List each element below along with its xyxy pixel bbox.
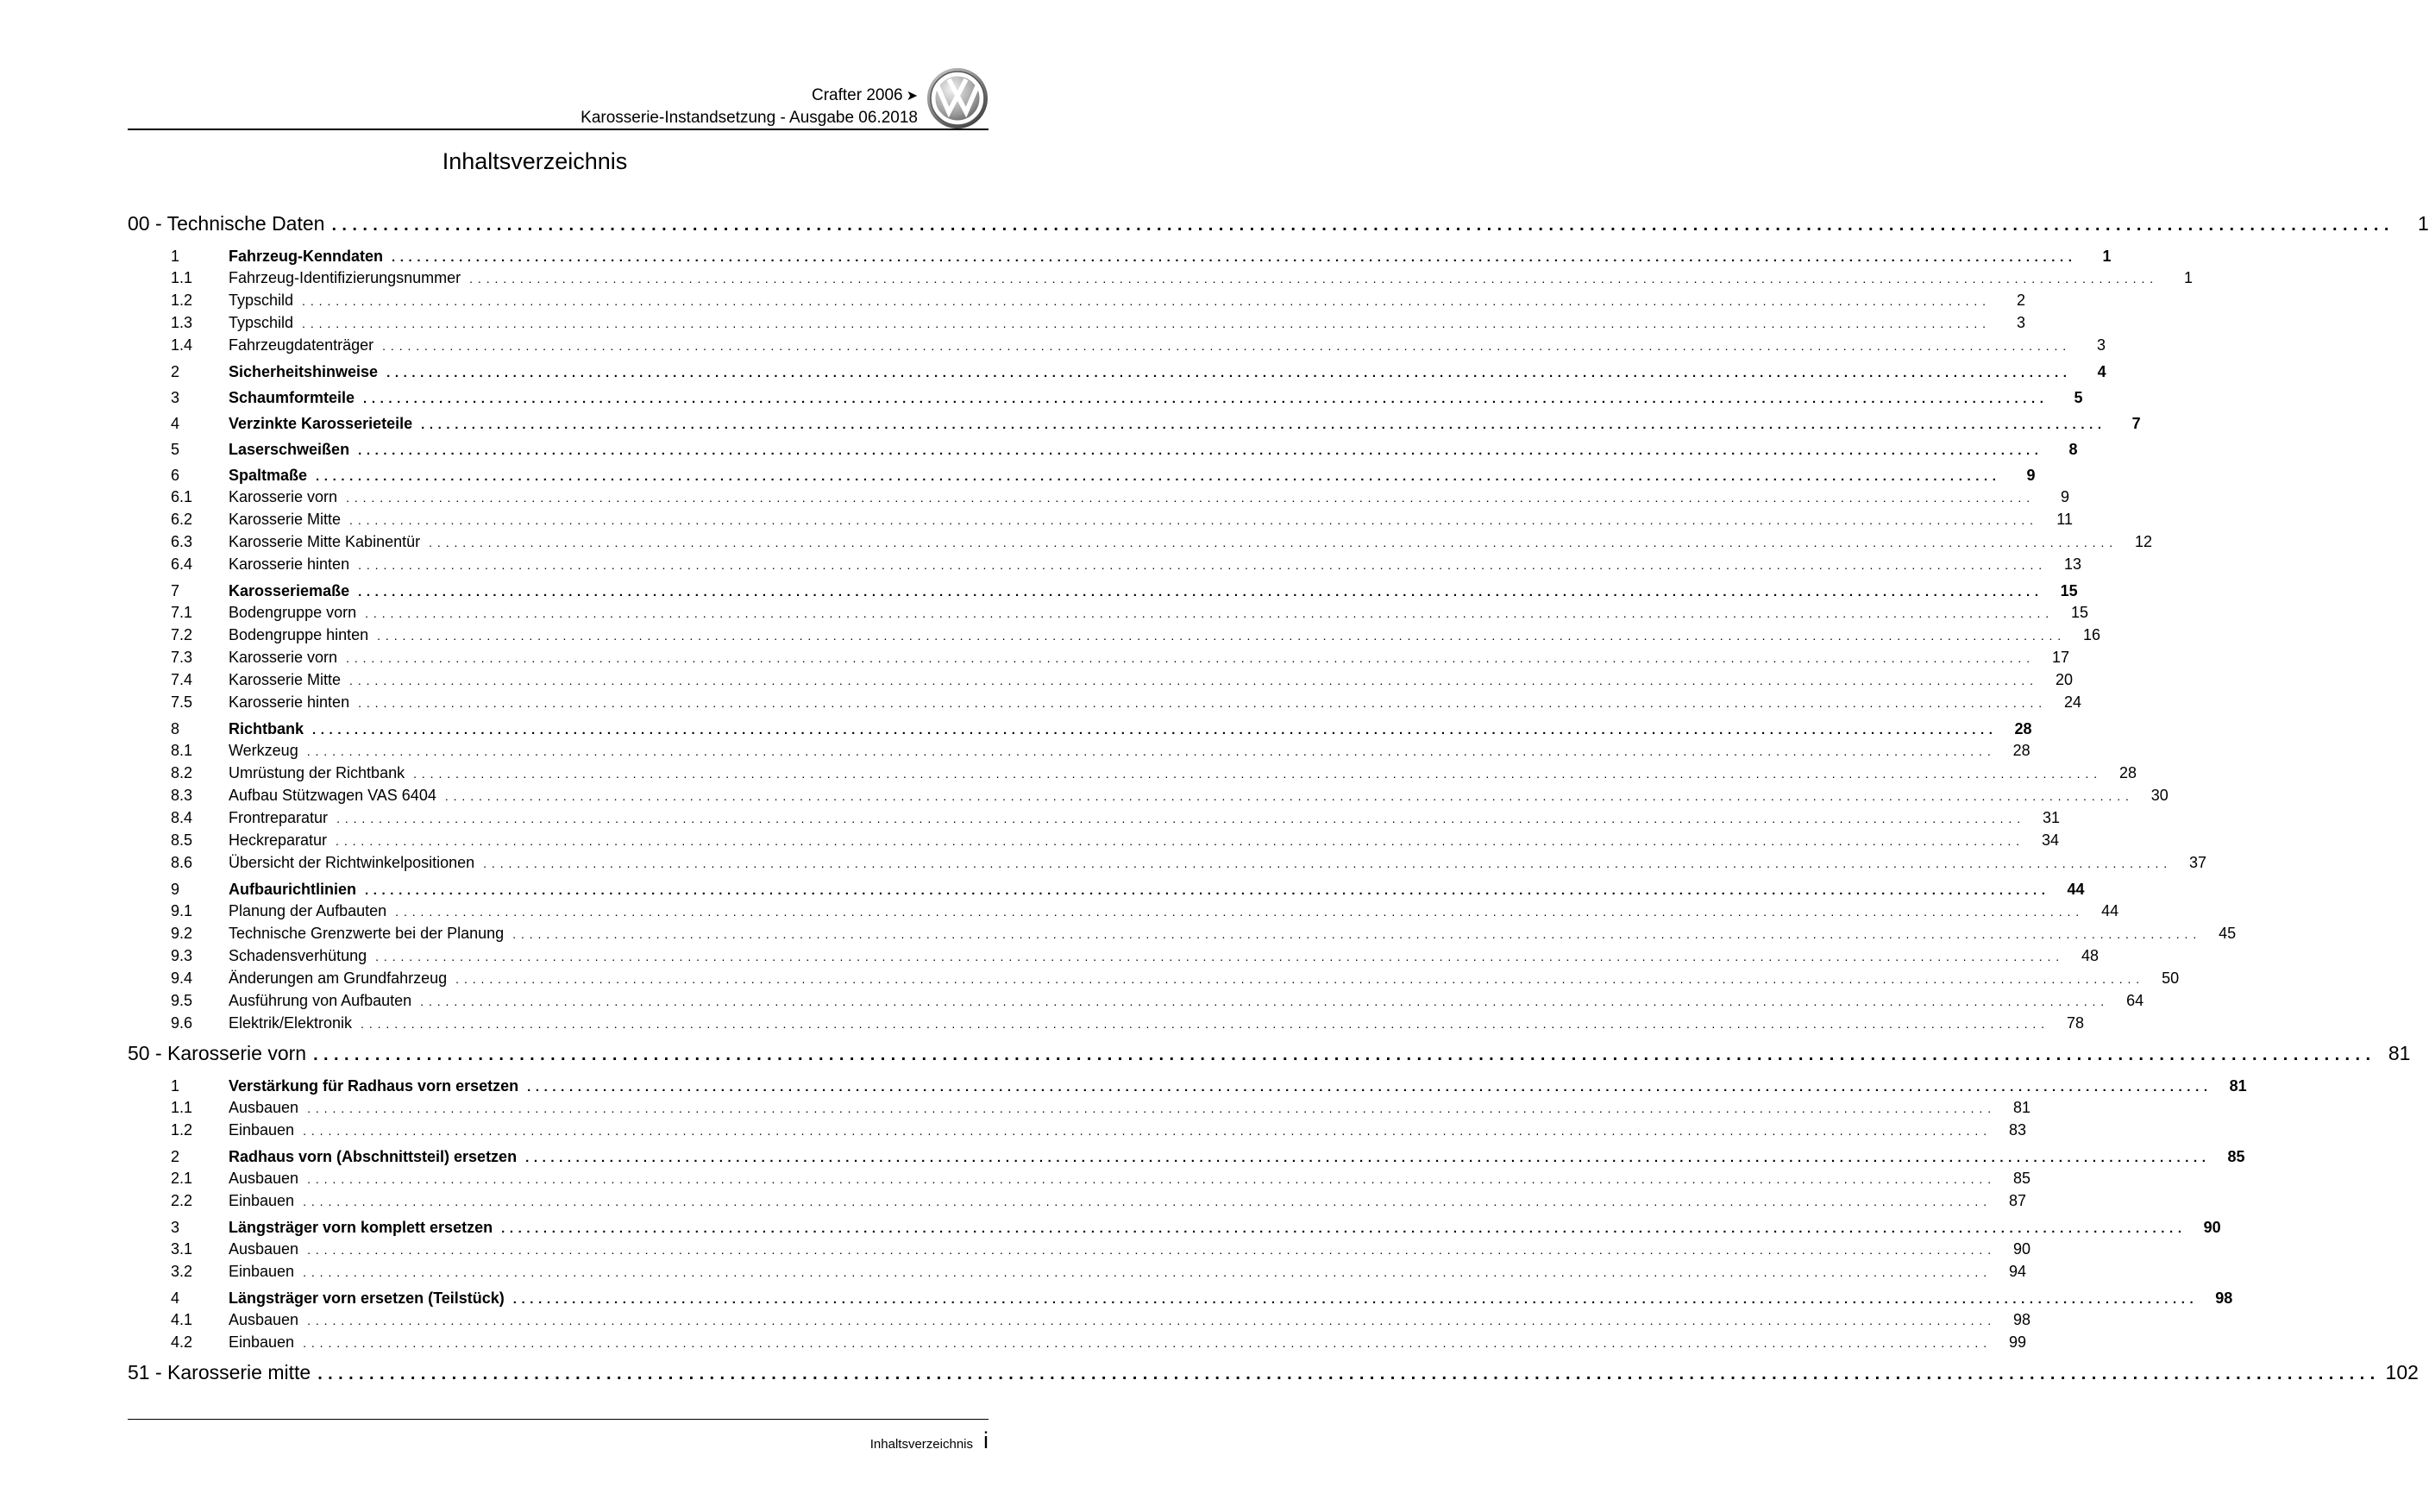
toc-entry-page: 7 [2131,415,2141,432]
toc-subsection[interactable] [128,992,2144,1014]
dot-leader: ........................................................................................................................................................................................................ [331,216,2394,235]
toc-subsection[interactable] [128,511,2073,533]
toc-subsection[interactable] [128,787,2169,809]
dot-leader: ........................................................................................................................................................................................................ [382,339,2072,353]
toc-entry-number: 9.1 [171,902,193,919]
toc-entry-page: 90 [2012,1240,2031,1258]
toc-entry-number: 2 [171,363,180,380]
dot-leader: ........................................................................................................................................................................................................ [527,1080,2212,1095]
toc-subsection[interactable] [128,671,2073,693]
dot-leader: ........................................................................................................................................................................................................ [307,1243,1997,1257]
toc-entry-label: Einbauen [229,1263,295,1280]
toc-entry-label: 51 - Karosserie mitte [128,1361,311,1383]
toc-section[interactable] [128,1148,2245,1170]
toc-entry-number: 8.3 [171,787,193,804]
toc-entry-page: 28 [2119,764,2137,781]
toc-entry-number: 1 [171,248,180,265]
dot-leader: ........................................................................................................................................................................................................ [429,536,2118,549]
dot-leader: ........................................................................................................................................................................................................ [363,392,2049,406]
toc-entry-label: Karosserie Mitte [229,671,342,688]
toc-subsection[interactable] [128,1263,2027,1285]
toc-section[interactable] [128,389,2083,411]
dot-leader: ........................................................................................................................................................................................................ [421,417,2106,432]
toc-entry-label: Ausbauen [229,1099,299,1116]
dot-leader: ........................................................................................................................................................................................................ [501,1221,2187,1236]
toc-subsection[interactable] [128,831,2059,854]
dot-leader: ........................................................................................................................................................................................................ [336,834,2024,848]
toc-entry-label: Ausführung von Aufbauten [229,992,412,1009]
toc-subsection[interactable] [128,947,2099,969]
toc-entry-label: Bodengruppe vorn [229,604,357,621]
toc-subsection[interactable] [128,533,2153,555]
toc-entry-label: Längsträger vorn ersetzen (Teilstück) [229,1289,505,1307]
dot-leader: ........................................................................................................................................................................................................ [420,994,2110,1008]
toc-entry-number: 9 [171,881,180,898]
toc-subsection[interactable] [128,854,2207,876]
toc-entry-number: 9.6 [171,1014,193,1032]
toc-entry-page: 28 [2012,742,2030,759]
toc-section[interactable] [128,1219,2221,1240]
toc-entry-number: 8.5 [171,831,193,849]
toc-section[interactable] [128,441,2078,462]
toc-entry-number: 9.5 [171,992,193,1009]
toc-entry-label: Frontreparatur [229,809,329,826]
dot-leader: ........................................................................................................................................................................................................ [512,1292,2199,1307]
toc-entry-number: 8.4 [171,809,193,826]
toc-entry-label: Karosserie hinten [229,693,350,711]
toc-entry-label: Ausbauen [229,1240,299,1258]
dot-leader: ........................................................................................................................................................................................................ [307,1172,1997,1186]
toc-subsection[interactable] [128,925,2237,947]
toc-entry-number: 3 [171,1219,180,1236]
toc-entry-label: Typschild [229,314,294,331]
toc-section[interactable] [128,881,2085,902]
toc-entry-page: 17 [2051,649,2069,666]
dot-leader: ........................................................................................................................................................................................................ [346,491,2035,505]
dot-leader: ........................................................................................................................................................................................................ [444,789,2134,803]
toc-subsection[interactable] [128,1014,2084,1037]
toc-entry-number: 4.2 [171,1333,193,1351]
toc-entry-number: 3.2 [171,1263,193,1280]
toc-entry-page: 8 [2068,441,2078,458]
toc-entry-page: 98 [2215,1289,2233,1307]
dot-leader: ........................................................................................................................................................................................................ [395,905,2085,919]
toc-entry-page: 2 [2016,292,2025,309]
toc-entry-label: Umrüstung der Richtbank [229,764,405,781]
toc-entry-page: 87 [2008,1192,2027,1209]
toc-section[interactable] [128,720,2032,742]
dot-leader: ........................................................................................................................................................................................................ [317,1365,2381,1383]
toc-entry-label: Aufbau Stützwagen VAS 6404 [229,787,436,804]
toc-entry-page: 12 [2135,533,2153,550]
dot-leader: ........................................................................................................................................................................................................ [306,744,1996,758]
toc-entry-label: Karosserie Mitte [229,511,342,528]
toc-entry-label: Schadensverhütung [229,947,367,964]
toc-entry-page: 85 [2227,1148,2245,1165]
dot-leader: ........................................................................................................................................................................................................ [365,883,2050,898]
dot-leader: ........................................................................................................................................................................................................ [336,812,2025,825]
dot-leader: ........................................................................................................................................................................................................ [455,972,2145,986]
toc-entry-page: 24 [2064,693,2082,711]
footer-divider [128,1419,989,1420]
header-subtitle: Karosserie-Instandsetzung - Ausgabe 06.2018 [581,109,918,127]
dot-leader: ........................................................................................................................................................................................................ [377,629,2067,643]
toc-entry-page: 3 [2016,314,2025,331]
toc-entry-number: 3.1 [171,1240,193,1258]
toc-entry-number: 1.1 [171,269,193,286]
toc-subsection[interactable] [128,1333,2027,1356]
toc-entry-label: Werkzeug [229,742,298,759]
toc-chapter[interactable] [128,1042,2411,1073]
toc-entry-label: Heckreparatur [229,831,328,849]
toc-entry-label: Richtbank [229,720,304,737]
toc-entry-page: 15 [2060,582,2078,599]
toc-subsection[interactable] [128,1240,2031,1263]
toc-section[interactable] [128,363,2106,385]
toc-entry-label: Aufbaurichtlinien [229,881,356,898]
toc-section[interactable] [128,582,2078,604]
toc-entry-number: 5 [171,441,180,458]
dot-leader: ........................................................................................................................................................................................................ [392,250,2077,265]
toc-chapter[interactable] [128,1361,2419,1392]
toc-entry-number: 3 [171,389,180,406]
toc-entry-page: 78 [2066,1014,2084,1032]
toc-entry-label: Fahrzeug-Identifizierungsnummer [229,269,461,286]
toc-entry-page: 90 [2203,1219,2221,1236]
toc-entry-number: 8.6 [171,854,193,871]
toc-entry-page: 44 [2101,902,2119,919]
toc-entry-label: Bodengruppe hinten [229,626,369,643]
dot-leader: ........................................................................................................................................................................................................ [483,856,2173,870]
toc-entry-page: 5 [2074,389,2083,406]
dot-leader: ........................................................................................................................................................................................................ [358,585,2043,599]
toc-entry-page: 102 [2385,1361,2419,1383]
toc-entry-label: Sicherheitshinweise [229,363,379,380]
toc-entry-label: Übersicht der Richtwinkelpositionen [229,854,475,871]
toc-entry-label: 00 - Technische Daten [128,212,325,235]
dot-leader: ........................................................................................................................................................................................................ [365,606,2055,620]
toc-entry-page: 85 [2012,1170,2031,1187]
toc-subsection[interactable] [128,693,2082,716]
toc-entry-label: Radhaus vorn (Abschnittsteil) ersetzen [229,1148,518,1165]
toc-entry-label: Karosseriemaße [229,582,350,599]
dot-leader: ........................................................................................................................................................................................................ [413,767,2103,781]
toc-entry-label: Karosserie vorn [229,649,338,666]
toc-subsection[interactable] [128,649,2069,671]
toc-entry-number: 1.1 [171,1099,193,1116]
toc-entry-page: 11 [2056,511,2073,528]
toc-entry-label: Verstärkung für Radhaus vorn ersetzen [229,1077,519,1095]
toc-section[interactable] [128,1077,2247,1099]
toc-entry-label: Einbauen [229,1121,295,1139]
toc-entry-label: Typschild [229,292,294,309]
toc-entry-label: Längsträger vorn komplett ersetzen [229,1219,493,1236]
toc-chapter[interactable] [128,212,2429,243]
toc-entry-number: 7.1 [171,604,193,621]
toc-subsection[interactable] [128,1170,2031,1192]
dot-leader: ........................................................................................................................................................................................................ [302,317,1991,330]
toc-entry-page: 34 [2041,831,2059,849]
toc-subsection[interactable] [128,1099,2031,1121]
toc-subsection[interactable] [128,1311,2031,1333]
toc-entry-number: 2 [171,1148,180,1165]
toc-entry-page: 1 [2102,248,2112,265]
toc-entry-number: 9.3 [171,947,193,964]
toc-entry-number: 2.1 [171,1170,193,1187]
footer-label: Inhaltsverzeichnis [869,1437,973,1452]
toc-subsection[interactable] [128,488,2069,511]
toc-subsection[interactable] [128,969,2180,992]
toc-entry-number: 1 [171,1077,180,1095]
toc-entry-number: 7.2 [171,626,193,643]
toc-entry-label: Fahrzeug-Kenndaten [229,248,384,265]
toc-entry-number: 4 [171,415,180,432]
toc-subsection[interactable] [128,1192,2027,1214]
toc-entry-page: 98 [2012,1311,2031,1328]
toc-section[interactable] [128,248,2112,269]
toc-entry-number: 4 [171,1289,180,1307]
toc-entry-page: 81 [2012,1099,2031,1116]
dot-leader: ........................................................................................................................................................................................................ [302,294,1991,308]
toc-entry-label: Verzinkte Karosserieteile [229,415,413,432]
toc-subsection[interactable] [128,555,2082,578]
toc-entry-page: 9 [2060,488,2069,505]
dot-leader: ........................................................................................................................................................................................................ [386,366,2072,380]
toc-entry-number: 9.4 [171,969,193,987]
toc-entry-page: 83 [2008,1121,2027,1139]
vw-logo-icon [926,67,989,129]
toc-entry-label: Ausbauen [229,1170,299,1187]
dot-leader: ........................................................................................................................................................................................................ [316,469,2001,484]
toc-entry-label: Änderungen am Grundfahrzeug [229,969,448,987]
toc-entry-label: Fahrzeugdatenträger [229,336,374,354]
toc-entry-page: 4 [2097,363,2106,380]
toc-entry-number: 8 [171,720,180,737]
toc-entry-number: 1.2 [171,1121,193,1139]
toc-section[interactable] [128,1289,2233,1311]
toc-subsection[interactable] [128,269,2194,292]
toc-entry-page: 44 [2067,881,2085,898]
toc-entry-label: Spaltmaße [229,467,308,484]
toc-entry-label: Einbauen [229,1333,295,1351]
toc-entry-page: 64 [2126,992,2144,1009]
toc-subsection[interactable] [128,902,2119,925]
dot-leader: ........................................................................................................................................................................................................ [303,1124,1993,1138]
toc-entry-page: 16 [2083,626,2101,643]
toc-subsection[interactable] [128,809,2060,831]
page-title: Inhaltsverzeichnis [442,148,628,174]
dot-leader: ........................................................................................................................................................................................................ [346,651,2035,665]
toc-entry-page: 28 [2014,720,2032,737]
toc-entry-label: Technische Grenzwerte bei der Planung [229,925,505,942]
header-model: Crafter 2006 ➤ [811,86,918,104]
toc-entry-page: 15 [2071,604,2089,621]
toc-entry-page: 81 [2229,1077,2247,1095]
toc-entry-label: 50 - Karosserie vorn [128,1042,307,1064]
toc-subsection[interactable] [128,742,2030,764]
toc-entry-page: 37 [2189,854,2207,871]
dot-leader: ........................................................................................................................................................................................................ [307,1314,1997,1327]
dot-leader: ........................................................................................................................................................................................................ [375,950,2065,963]
toc-entry-number: 9.2 [171,925,193,942]
dot-leader: ........................................................................................................................................................................................................ [349,513,2038,527]
toc-entry-label: Karosserie vorn [229,488,338,505]
toc-entry-number: 6.3 [171,533,193,550]
toc-subsection[interactable] [128,604,2089,626]
dot-leader: ........................................................................................................................................................................................................ [358,696,2048,710]
toc-entry-page: 94 [2008,1263,2027,1280]
toc-entry-number: 6 [171,467,180,484]
toc-entry-number: 6.4 [171,555,193,573]
toc-entry-page: 1 [2417,212,2429,235]
dot-leader: ........................................................................................................................................................................................................ [303,1195,1993,1208]
dot-leader: ........................................................................................................................................................................................................ [307,1101,1997,1115]
toc-entry-number: 7 [171,582,180,599]
toc-section[interactable] [128,467,2036,488]
dot-leader: ........................................................................................................................................................................................................ [358,443,2043,458]
toc-entry-page: 31 [2042,809,2060,826]
page-header [128,67,989,129]
footer-page-number: i [983,1427,989,1453]
toc-entry-page: 3 [2097,336,2106,354]
dot-leader: ........................................................................................................................................................................................................ [303,1336,1993,1350]
toc-entry-label: Planung der Aufbauten [229,902,387,919]
toc-entry-page: 20 [2055,671,2073,688]
dot-leader: ........................................................................................................................................................................................................ [349,674,2038,687]
toc-subsection[interactable] [128,292,2025,314]
dot-leader: ........................................................................................................................................................................................................ [469,272,2159,285]
toc-subsection[interactable] [128,764,2137,787]
toc-entry-page: 48 [2081,947,2099,964]
toc-entry-page: 45 [2219,925,2237,942]
toc-entry-number: 8.2 [171,764,193,781]
toc-entry-page: 13 [2064,555,2082,573]
toc-entry-label: Ausbauen [229,1311,299,1328]
dot-leader: ........................................................................................................................................................................................................ [312,723,1998,737]
dot-leader: ........................................................................................................................................................................................................ [313,1045,2376,1064]
toc-entry-number: 7.4 [171,671,193,688]
header-divider [128,129,989,130]
toc-entry-page: 9 [2026,467,2036,484]
toc-entry-number: 2.2 [171,1192,193,1209]
toc-entry-number: 1.2 [171,292,193,309]
toc-subsection[interactable] [128,626,2101,649]
toc-entry-label: Laserschweißen [229,441,350,458]
toc-entry-label: Karosserie Mitte Kabinentür [229,533,421,550]
dot-leader: ........................................................................................................................................................................................................ [361,1017,2049,1031]
dot-leader: ........................................................................................................................................................................................................ [525,1151,2211,1165]
toc-entry-number: 4.1 [171,1311,193,1328]
toc-entry-label: Einbauen [229,1192,295,1209]
toc-entry-number: 1.4 [171,336,193,354]
toc-entry-label: Elektrik/Elektronik [229,1014,353,1032]
toc-entry-number: 6.2 [171,511,193,528]
toc-entry-page: 81 [2388,1042,2411,1064]
toc-entry-number: 8.1 [171,742,193,759]
toc-entry-number: 7.5 [171,693,193,711]
toc-entry-label: Schaumformteile [229,389,355,406]
toc-section[interactable] [128,415,2141,436]
arrow-right-icon: ➤ [906,89,918,104]
toc-entry-page: 1 [2184,269,2194,286]
dot-leader: ........................................................................................................................................................................................................ [303,1265,1993,1279]
toc-entry-page: 99 [2008,1333,2027,1351]
toc-subsection[interactable] [128,1121,2027,1144]
dot-leader: ........................................................................................................................................................................................................ [512,927,2202,941]
toc-entry-number: 1.3 [171,314,193,331]
table-of-contents [128,207,2429,1392]
toc-entry-page: 30 [2150,787,2169,804]
toc-entry-page: 50 [2162,969,2180,987]
toc-subsection[interactable] [128,336,2106,359]
toc-entry-label: Karosserie hinten [229,555,350,573]
dot-leader: ........................................................................................................................................................................................................ [358,558,2048,572]
toc-entry-number: 6.1 [171,488,193,505]
toc-entry-number: 7.3 [171,649,193,666]
toc-subsection[interactable] [128,314,2025,336]
